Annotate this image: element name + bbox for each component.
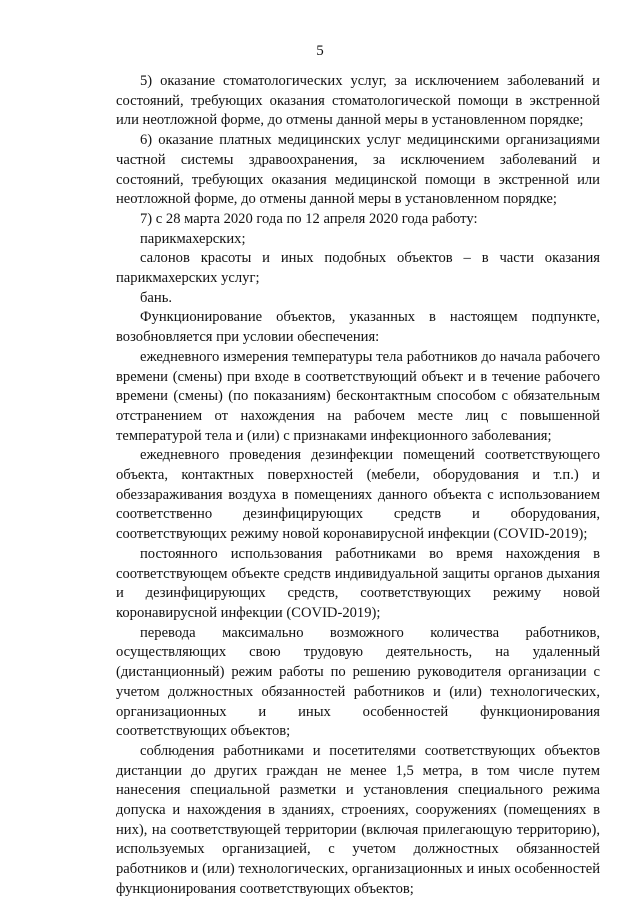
paragraph-social-distancing: соблюдения работниками и посетителями соответствующих объектов дистанции до других граждан не менее 1,5 метра, в том числе путем нанесения специальной разметки и установления специального режима допуска и нахождения в зданиях, строениях, сооружениях (помещениях в них), на соответствующей территории (включая прилегающую территорию), используемых организацией, с учетом должностных обязанностей работников и (или) технологических, организационных и иных особенностей функционирования соответствующих объектов; [116, 742, 600, 897]
paragraph-beauty-salons: салонов красоты и иных подобных объектов – в части оказания парикмахерских услуг; [116, 250, 600, 287]
paragraph-hairdressers: парикмахерских; [140, 230, 246, 247]
paragraph-remote-work: перевода максимально возможного количества работников, осуществляющих свою трудовую деятельность, на удаленный (дистанционный) режим работы по решению руководителя организации с учетом должностных обязанностей работников и (или) технологических, организационных и иных особенностей функционирования соответствующих объектов; [116, 624, 600, 740]
paragraph-resumption-conditions: Функционирование объектов, указанных в настоящем подпункте, возобновляется при условии обеспечения: [116, 309, 600, 346]
document-body [116, 72, 600, 900]
paragraph-baths: бань. [140, 289, 173, 306]
paragraph-item-7-work-suspension: 7) с 28 марта 2020 года по 12 апреля 2020 года работу: [140, 210, 478, 227]
paragraph-protective-equipment: постоянного использования работниками во время нахождения в соответствующем объекте средств индивидуальной защиты органов дыхания и дезинфицирующих средств, соответствующих режиму новой коронавирусной инфекции (COVID-2019); [116, 545, 600, 621]
paragraph-item-5-dental-services: 5) оказание стоматологических услуг, за исключением заболеваний и состояний, требующих оказания стоматологической помощи в экстренной или неотложной форме, до отмены данной меры в установленном порядке; [116, 73, 600, 129]
paragraph-disinfection: ежедневного проведения дезинфекции помещений соответствующего объекта, контактных поверхностей (мебели, оборудования и т.п.) и обеззараживания воздуха в помещениях данного объекта с использованием соответственно дезинфицирующих средств и оборудования, соответствующих режиму новой коронавирусной инфекции (COVID-2019); [116, 447, 600, 543]
paragraph-item-6-paid-medical-services: 6) оказание платных медицинских услуг медицинскими организациями частной системы здравоохранения, за исключением заболеваний и состояний, требующих оказания медицинской помощи в экстренной или неотложной форме, до отмены данной меры в установленном порядке; [116, 132, 600, 208]
page-number: 5 [316, 43, 324, 59]
paragraph-temperature-measurement: ежедневного измерения температуры тела работников до начала рабочего времени (смены) при входе в соответствующий объект и в течение рабочего времени (смены) (по показаниям) бесконтактным способом с обязательным отстранением от нахождения на рабочем месте лиц с повышенной температурой тела и (или) с признаками инфекционного заболевания; [116, 348, 600, 444]
